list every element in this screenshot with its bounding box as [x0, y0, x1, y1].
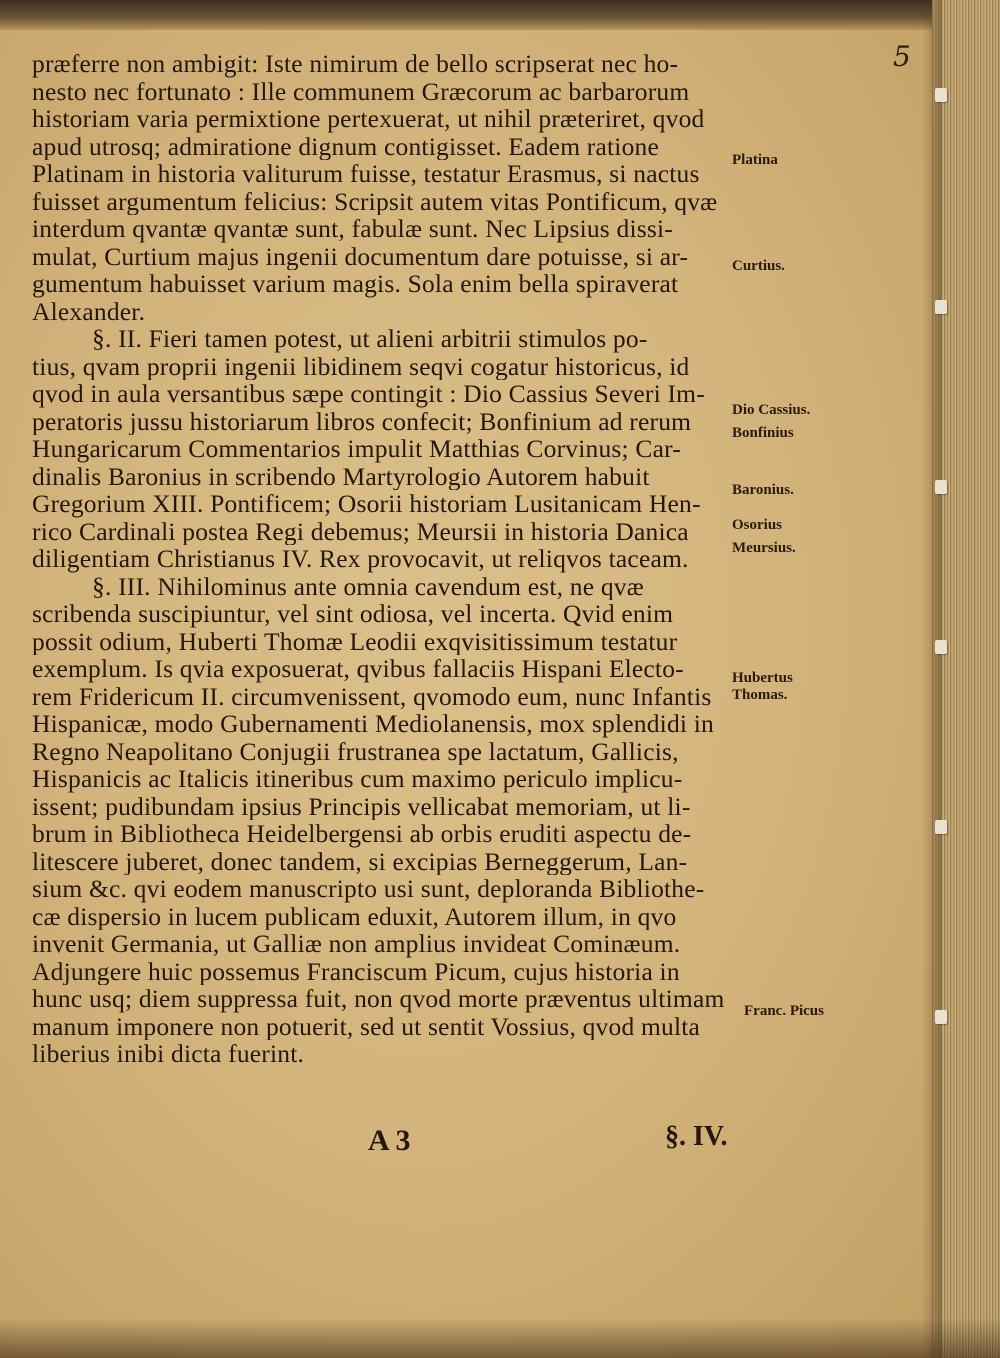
text-line: rico Cardinali postea Regi debemus; Meursii in historia Danica — [32, 517, 689, 545]
text-line: apud utrosq; admiratione dignum contigisset. Eadem ratione — [32, 132, 659, 160]
margin-notes-column — [732, 0, 862, 1358]
text-line: fuisset argumentum felicius: Scripsit autem vitas Pontificum, qvæ — [32, 187, 718, 215]
text-line: qvod in aula versantibus sæpe contingit : Dio Cassius Severi Im- — [32, 380, 705, 408]
text-line: issent; pudibundam ipsius Principis vellicabat memoriam, ut li- — [32, 792, 691, 820]
margin-note-line: Hubertus — [732, 670, 793, 686]
margin-note: Bonfinius — [732, 425, 794, 441]
page-tab-marker — [935, 640, 947, 654]
page-tab-marker — [935, 820, 947, 834]
text-line: Hispanicis ac Italicis itineribus cum maximo periculo implicu- — [32, 765, 683, 793]
text-line: Regno Neapolitano Conjugii frustranea spe lactatum, Gallicis, — [32, 737, 679, 765]
margin-note: Curtius. — [732, 258, 785, 274]
text-line: Adjungere huic possemus Franciscum Picum, cujus historia in — [32, 957, 680, 985]
text-line: nesto nec fortunato : Ille communem Græcorum ac barbarorum — [32, 77, 690, 105]
fore-edge-pages — [932, 0, 1000, 1358]
text-line: hunc usq; diem suppressa fuit, non qvod morte præventus ultimam — [32, 985, 725, 1013]
text-line: exemplum. Is qvia exposuerat, qvibus fallaciis Hispani Electo- — [32, 655, 684, 683]
text-line: tius, qvam proprii ingenii libidinem seqvi cogatur historicus, id — [32, 352, 690, 380]
page-tab-marker — [935, 300, 947, 314]
margin-note: Dio Cassius. — [732, 402, 811, 418]
fore-edge-shadow — [922, 0, 942, 1358]
margin-note-line: Thomas. — [732, 687, 788, 703]
text-line: manum imponere non potuerit, sed ut sentit Vossius, qvod multa — [32, 1012, 701, 1040]
margin-note: Meursius. — [732, 540, 796, 556]
text-line: mulat, Curtium majus ingenii documentum dare potuisse, si ar- — [32, 242, 689, 270]
text-line: Gregorium XIII. Pontificem; Osorii historiam Lusitanicam Hen- — [32, 490, 701, 518]
text-line: Hispanicæ, modo Gubernamenti Mediolanensis, mox splendidi in — [32, 710, 714, 738]
text-line: peratoris jussu historiarum libros confecit; Bonfinium ad rerum — [32, 407, 692, 435]
margin-note: Franc. Picus — [744, 1003, 824, 1019]
page-tab-marker — [935, 480, 947, 494]
text-line: historiam varia permixtione pertexuerat, ut nihil præteriret, qvod — [32, 105, 705, 133]
text-line: Alexander. — [32, 297, 146, 325]
text-line: rem Fridericum II. circumvenissent, qvomodo eum, nunc Infantis — [32, 682, 712, 710]
signature-mark: A 3 — [368, 1124, 411, 1157]
page-number: 5 — [893, 40, 911, 73]
margin-note-hubertus — [732, 670, 793, 704]
text-line: Hungaricarum Commentarios impulit Matthias Corvinus; Car- — [32, 435, 681, 463]
catchword: §. IV. — [665, 1121, 728, 1152]
text-line: scribenda suscipiuntur, vel sint odiosa, vel incerta. Qvid enim — [32, 600, 674, 628]
text-line: interdum qvantæ qvantæ sunt, fabulæ sunt. Nec Lipsius dissi- — [32, 215, 673, 243]
text-line: possit odium, Huberti Thomæ Leodii exqvisitissimum testatur — [32, 627, 678, 655]
text-line: sium &c. qvi eodem manuscripto usi sunt, deploranda Bibliothe- — [32, 875, 705, 903]
text-line: præferre non ambigit: Iste nimirum de bello scripserat nec ho- — [32, 50, 679, 78]
section-heading-line: §. III. Nihilominus ante omnia cavendum est, ne qvæ — [92, 572, 644, 600]
section-heading-line: §. II. Fieri tamen potest, ut alieni arbitrii stimulos po- — [92, 325, 648, 353]
main-text-block — [32, 50, 732, 1068]
text-line: cæ dispersio in lucem publicam eduxit, Autorem illum, in qvo — [32, 902, 677, 930]
text-line: Platinam in historia valiturum fuisse, testatur Erasmus, si nactus — [32, 160, 700, 188]
text-line: dinalis Baronius in scribendo Martyrologio Autorem habuit — [32, 462, 650, 490]
text-line: liberius inibi dicta fuerint. — [32, 1040, 305, 1068]
margin-note: Platina — [732, 152, 778, 168]
text-line: gumentum habuisset varium magis. Sola enim bella spiraverat — [32, 270, 679, 298]
text-line: diligentiam Christianus IV. Rex provocavit, ut reliqvos taceam. — [32, 545, 689, 573]
margin-note: Baronius. — [732, 482, 794, 498]
text-line: brum in Bibliotheca Heidelbergensi ab orbis eruditi aspectu de- — [32, 820, 692, 848]
text-line: invenit Germania, ut Galliæ non amplius invideat Cominæum. — [32, 930, 681, 958]
margin-note: Osorius — [732, 517, 783, 533]
page-tab-marker — [935, 88, 947, 102]
page-tab-marker — [935, 1010, 947, 1024]
text-line: litescere juberet, donec tandem, si excipias Berneggerum, Lan- — [32, 847, 688, 875]
